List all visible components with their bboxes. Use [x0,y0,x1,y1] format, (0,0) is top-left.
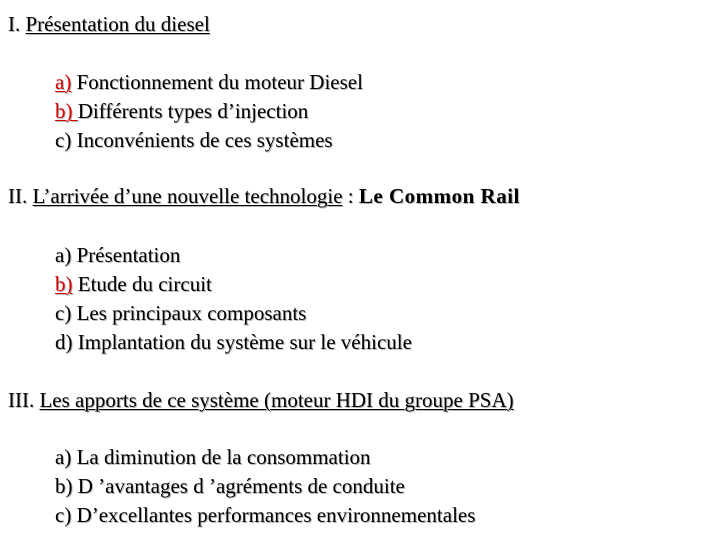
item-marker: c) [55,128,72,152]
section-1-item-c [55,127,333,153]
item-text: La diminution de la consommation [71,445,371,469]
item-marker: a) [55,445,72,469]
item-text: Inconvénients de ces systèmes [71,128,333,152]
item-marker: c) [55,301,72,325]
section-2-item-a [55,242,180,268]
section-2-title: L’arrivée d’une nouvelle technologie [32,184,343,208]
item-text: Fonctionnement du moteur Diesel [71,70,363,94]
section-3-heading [8,387,514,413]
item-marker: c) [55,503,72,527]
section-1-item-b [55,98,308,124]
section-3-item-c [55,502,475,528]
section-2-item-d [55,329,412,355]
item-text: D ’avantages d ’agréments de conduite [72,474,405,498]
section-2-item-b [55,271,212,297]
item-marker: a) [55,70,72,94]
section-1-heading [8,11,210,37]
section-2-highlight: Le Common Rail [358,184,520,208]
section-3-item-a [55,444,371,470]
item-marker: d) [55,330,73,354]
section-3-item-b [55,473,405,499]
item-text: Différents types d’injection [77,99,309,123]
item-text: Implantation du système sur le véhicule [72,330,412,354]
item-marker: b) [55,272,73,296]
item-text: D’excellantes performances environnementales [71,503,476,527]
section-1-item-a [55,69,363,95]
section-1-number: I. [8,12,21,36]
section-2-heading [8,183,520,209]
section-2-separator: : [342,184,359,208]
item-text: Etude du circuit [72,272,212,296]
section-1-title: Présentation du diesel [25,12,210,36]
section-3-number: III. [8,388,35,412]
item-marker: b) [55,99,78,123]
section-2-item-c [55,300,306,326]
item-text: Présentation [71,243,181,267]
section-3-title: Les apports de ce système (moteur HDI du groupe PSA) [39,388,514,412]
section-2-number: II. [8,184,28,208]
item-marker: a) [55,243,72,267]
item-text: Les principaux composants [71,301,307,325]
item-marker: b) [55,474,73,498]
